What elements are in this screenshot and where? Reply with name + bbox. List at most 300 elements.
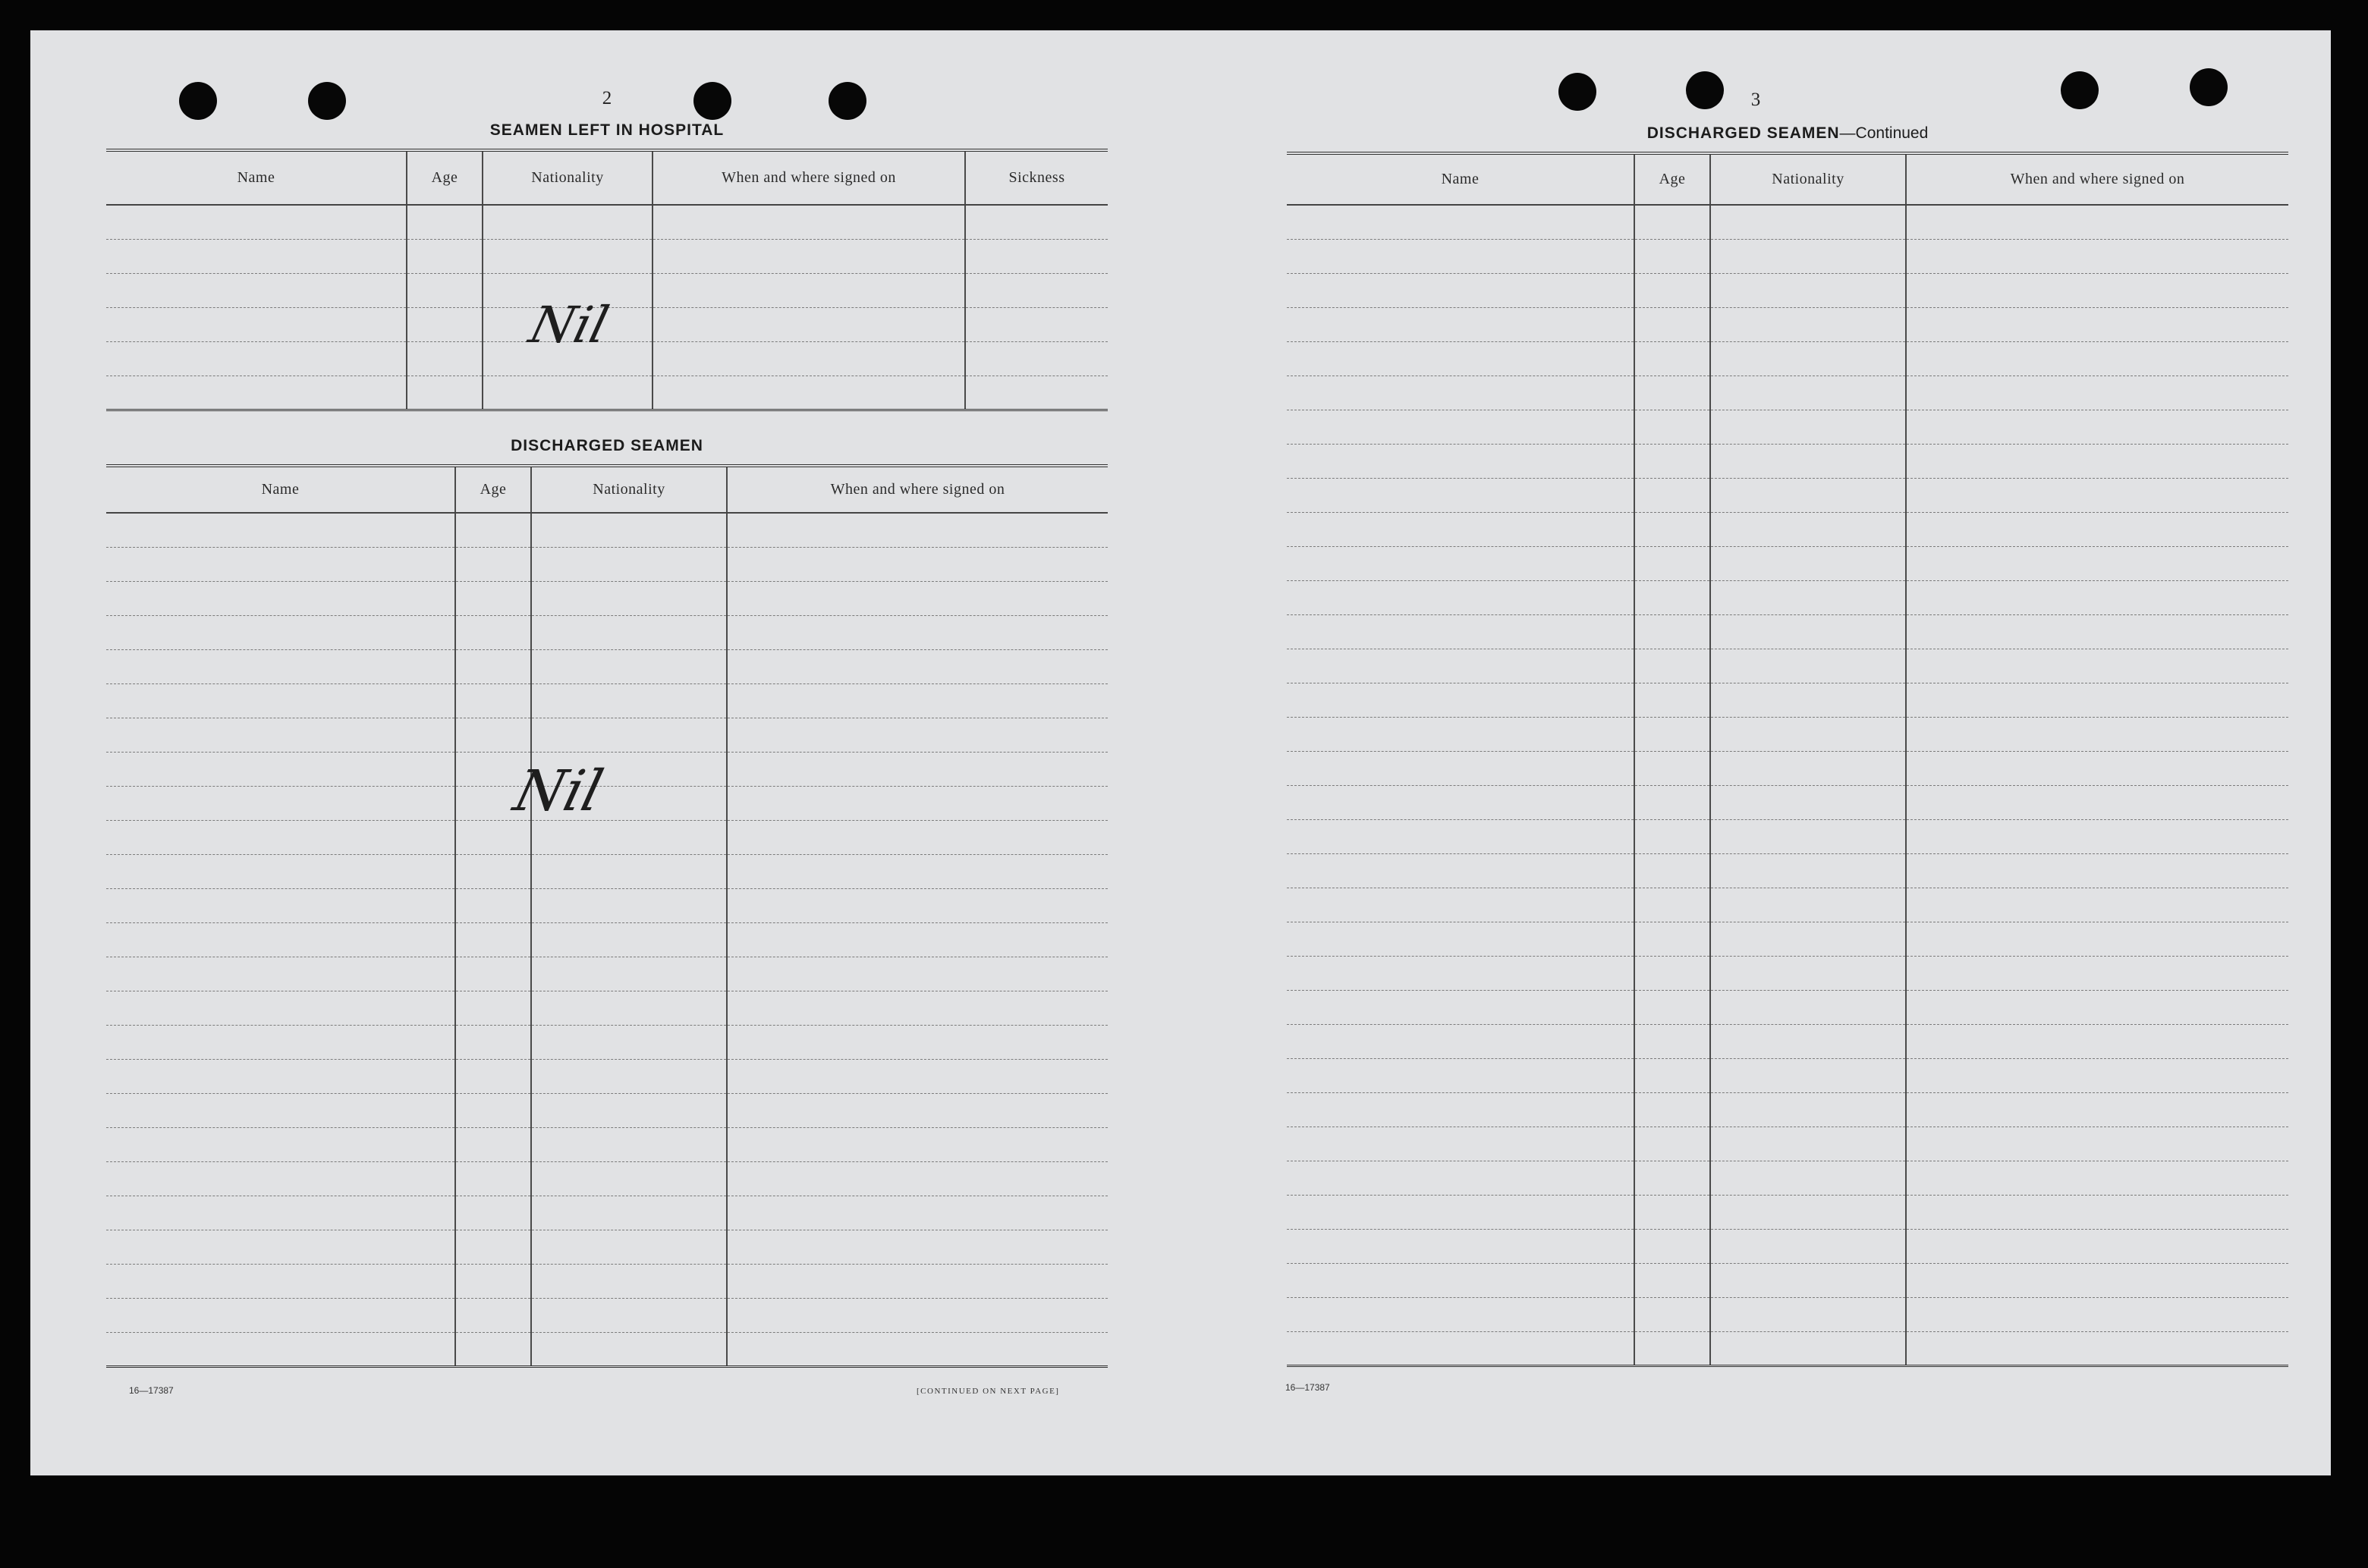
ledger-cell xyxy=(727,547,1108,581)
ledger-cell xyxy=(106,1332,455,1366)
ledger-cell xyxy=(1287,785,1634,819)
ledger-cell xyxy=(455,922,531,957)
discharged-table xyxy=(106,464,1108,1368)
ledger-cell xyxy=(455,1332,531,1366)
ledger-row xyxy=(1287,1331,2288,1365)
ledger-cell xyxy=(1634,546,1710,580)
column-header-age: Age xyxy=(455,466,531,513)
ledger-cell xyxy=(106,922,455,957)
ledger-cell xyxy=(455,991,531,1025)
ledger-cell xyxy=(1906,819,2288,853)
ledger-cell xyxy=(1906,683,2288,717)
ledger-cell xyxy=(1906,1058,2288,1092)
ledger-row xyxy=(1287,512,2288,546)
ledger-cell xyxy=(1710,751,1906,785)
ledger-cell xyxy=(727,1264,1108,1298)
ledger-cell xyxy=(531,820,727,854)
column-header-signed-on: When and where signed on xyxy=(727,466,1108,513)
ledger-row xyxy=(106,1264,1108,1298)
ledger-cell xyxy=(531,649,727,683)
ledger-row xyxy=(106,581,1108,615)
ledger-cell xyxy=(727,1230,1108,1264)
ledger-cell xyxy=(106,888,455,922)
ledger-row xyxy=(106,1093,1108,1127)
ledger-cell xyxy=(1287,205,1634,239)
ledger-cell xyxy=(1634,649,1710,683)
ledger-cell xyxy=(455,888,531,922)
ledger-cell xyxy=(1906,1331,2288,1365)
ledger-row xyxy=(1287,956,2288,990)
ledger-cell xyxy=(483,205,653,239)
ledger-row xyxy=(1287,785,2288,819)
ledger-cell xyxy=(965,341,1108,376)
ledger-row xyxy=(1287,444,2288,478)
ledger-row xyxy=(106,991,1108,1025)
ledger-cell xyxy=(531,922,727,957)
punch-hole-icon xyxy=(2190,68,2228,106)
ledger-cell xyxy=(1287,341,1634,376)
ledger-row xyxy=(1287,888,2288,922)
ledger-cell xyxy=(1634,512,1710,546)
ledger-row xyxy=(106,1332,1108,1366)
ledger-cell xyxy=(727,991,1108,1025)
ledger-cell xyxy=(1287,1195,1634,1229)
ledger-cell xyxy=(1287,1229,1634,1263)
ledger-row xyxy=(106,649,1108,683)
ledger-cell xyxy=(106,1230,455,1264)
ledger-cell xyxy=(1906,751,2288,785)
ledger-cell xyxy=(1906,1263,2288,1297)
ledger-cell xyxy=(1287,1092,1634,1127)
ledger-cell xyxy=(1906,1092,2288,1127)
right-page xyxy=(1191,30,2331,1475)
ledger-cell xyxy=(106,820,455,854)
ledger-cell xyxy=(1906,1161,2288,1195)
column-header-nationality: Nationality xyxy=(531,466,727,513)
ledger-cell xyxy=(1634,1195,1710,1229)
ledger-cell xyxy=(455,1264,531,1298)
ledger-cell xyxy=(531,615,727,649)
ledger-row xyxy=(1287,1195,2288,1229)
ledger-row xyxy=(1287,1127,2288,1161)
ledger-cell xyxy=(1906,273,2288,307)
ledger-cell xyxy=(727,683,1108,718)
ledger-cell xyxy=(407,307,483,341)
ledger-cell xyxy=(106,1093,455,1127)
ledger-cell xyxy=(106,991,455,1025)
ledger-cell xyxy=(1710,853,1906,888)
ledger-cell xyxy=(106,615,455,649)
ledger-cell xyxy=(106,752,455,786)
ledger-cell xyxy=(1710,785,1906,819)
ledger-row xyxy=(106,1298,1108,1332)
ledger-row xyxy=(1287,205,2288,239)
section-title-suffix: —Continued xyxy=(1839,124,1929,142)
ledger-cell xyxy=(455,820,531,854)
ledger-cell xyxy=(1906,649,2288,683)
ledger-cell xyxy=(727,1059,1108,1093)
ledger-cell xyxy=(1710,580,1906,614)
ledger-cell xyxy=(1287,1127,1634,1161)
ledger-row xyxy=(106,752,1108,786)
ledger-cell xyxy=(653,273,965,307)
ledger-cell xyxy=(531,581,727,615)
ledger-cell xyxy=(455,957,531,991)
ledger-cell xyxy=(1634,444,1710,478)
ledger-cell xyxy=(106,1059,455,1093)
ledger-cell xyxy=(1710,1229,1906,1263)
ledger-cell xyxy=(653,239,965,273)
ledger-cell xyxy=(106,273,407,307)
ledger-row xyxy=(106,376,1108,410)
handwritten-nil-annotation: Nil xyxy=(524,296,615,354)
ledger-row xyxy=(106,854,1108,888)
ledger-cell xyxy=(1710,376,1906,410)
ledger-cell xyxy=(727,888,1108,922)
ledger-cell xyxy=(531,1161,727,1196)
ledger-cell xyxy=(1710,1195,1906,1229)
ledger-cell xyxy=(1906,990,2288,1024)
ledger-cell xyxy=(455,1127,531,1161)
ledger-row xyxy=(1287,1229,2288,1263)
ledger-cell xyxy=(1634,1024,1710,1058)
scanned-document xyxy=(30,30,2331,1475)
ledger-cell xyxy=(1710,614,1906,649)
ledger-cell xyxy=(1710,410,1906,444)
ledger-cell xyxy=(455,513,531,547)
ledger-row xyxy=(106,683,1108,718)
ledger-cell xyxy=(1634,205,1710,239)
ledger-cell xyxy=(1906,717,2288,751)
handwritten-nil-annotation: Nil xyxy=(508,759,609,824)
ledger-cell xyxy=(1906,1024,2288,1058)
ledger-cell xyxy=(531,1093,727,1127)
ledger-cell xyxy=(407,239,483,273)
form-number: 16—17387 xyxy=(1285,1382,1330,1393)
ledger-row xyxy=(1287,1058,2288,1092)
column-header-nationality: Nationality xyxy=(1710,153,1906,205)
ledger-cell xyxy=(455,547,531,581)
ledger-cell xyxy=(531,1059,727,1093)
ledger-cell xyxy=(653,307,965,341)
ledger-row xyxy=(106,341,1108,376)
ledger-cell xyxy=(727,649,1108,683)
ledger-row xyxy=(106,1161,1108,1196)
ledger-cell xyxy=(1710,1127,1906,1161)
ledger-row xyxy=(106,239,1108,273)
punch-hole-icon xyxy=(1558,73,1596,111)
ledger-cell xyxy=(1906,1127,2288,1161)
ledger-cell xyxy=(727,957,1108,991)
ledger-cell xyxy=(727,1025,1108,1059)
column-header-sickness: Sickness xyxy=(965,150,1108,205)
ledger-cell xyxy=(1710,819,1906,853)
ledger-cell xyxy=(106,786,455,820)
ledger-cell xyxy=(455,1161,531,1196)
ledger-cell xyxy=(1287,1263,1634,1297)
ledger-row xyxy=(106,205,1108,239)
ledger-cell xyxy=(1634,341,1710,376)
ledger-cell xyxy=(106,718,455,752)
ledger-cell xyxy=(1287,1331,1634,1365)
ledger-cell xyxy=(727,1161,1108,1196)
ledger-cell xyxy=(106,957,455,991)
ledger-cell xyxy=(1906,341,2288,376)
ledger-cell xyxy=(1634,376,1710,410)
ledger-cell xyxy=(1287,751,1634,785)
ledger-cell xyxy=(1906,205,2288,239)
hospital-table xyxy=(106,149,1108,411)
ledger-cell xyxy=(1710,341,1906,376)
ledger-cell xyxy=(1287,307,1634,341)
continued-note: [CONTINUED ON NEXT PAGE] xyxy=(917,1387,1060,1396)
ledger-cell xyxy=(1634,1161,1710,1195)
column-header-name: Name xyxy=(1287,153,1634,205)
ledger-row xyxy=(106,718,1108,752)
discharged-continued-table xyxy=(1287,152,2288,1367)
ledger-cell xyxy=(653,205,965,239)
ledger-cell xyxy=(106,547,455,581)
section-title-text: DISCHARGED SEAMEN xyxy=(1646,124,1840,142)
ledger-cell xyxy=(1634,1127,1710,1161)
punch-hole-icon xyxy=(1686,71,1724,109)
ledger-cell xyxy=(1634,888,1710,922)
ledger-row xyxy=(106,1025,1108,1059)
ledger-cell xyxy=(1634,819,1710,853)
ledger-cell xyxy=(727,820,1108,854)
ledger-row xyxy=(1287,717,2288,751)
ledger-row xyxy=(1287,1092,2288,1127)
ledger-cell xyxy=(106,513,455,547)
ledger-cell xyxy=(727,752,1108,786)
ledger-cell xyxy=(1634,785,1710,819)
ledger-row xyxy=(106,820,1108,854)
punch-hole-icon xyxy=(179,82,217,120)
ledger-cell xyxy=(727,1332,1108,1366)
ledger-cell xyxy=(1634,683,1710,717)
ledger-cell xyxy=(1906,785,2288,819)
ledger-cell xyxy=(1287,990,1634,1024)
ledger-cell xyxy=(1634,1297,1710,1331)
ledger-cell xyxy=(106,1161,455,1196)
ledger-cell xyxy=(407,205,483,239)
ledger-cell xyxy=(727,1196,1108,1230)
ledger-cell xyxy=(455,1059,531,1093)
ledger-cell xyxy=(653,376,965,410)
ledger-cell xyxy=(1710,239,1906,273)
ledger-row xyxy=(1287,478,2288,512)
ledger-cell xyxy=(106,683,455,718)
ledger-cell xyxy=(455,649,531,683)
ledger-cell xyxy=(1634,922,1710,956)
ledger-row xyxy=(1287,751,2288,785)
column-header-name: Name xyxy=(106,150,407,205)
ledger-cell xyxy=(1710,478,1906,512)
ledger-row xyxy=(106,1059,1108,1093)
ledger-cell xyxy=(1287,546,1634,580)
ledger-cell xyxy=(1710,1058,1906,1092)
ledger-row xyxy=(1287,239,2288,273)
ledger-cell xyxy=(1287,1024,1634,1058)
ledger-cell xyxy=(1710,990,1906,1024)
ledger-cell xyxy=(1906,888,2288,922)
ledger-cell xyxy=(1634,1229,1710,1263)
ledger-cell xyxy=(407,376,483,410)
ledger-cell xyxy=(1906,614,2288,649)
ledger-cell xyxy=(1710,205,1906,239)
ledger-cell xyxy=(455,1093,531,1127)
ledger-cell xyxy=(1906,444,2288,478)
ledger-row xyxy=(106,547,1108,581)
ledger-cell xyxy=(1287,922,1634,956)
ledger-cell xyxy=(1710,444,1906,478)
page-number: 3 xyxy=(1750,90,1761,110)
punch-hole-icon xyxy=(693,82,731,120)
ledger-cell xyxy=(1906,376,2288,410)
ledger-cell xyxy=(1287,649,1634,683)
ledger-row xyxy=(1287,341,2288,376)
ledger-cell xyxy=(1634,956,1710,990)
ledger-cell xyxy=(1634,990,1710,1024)
ledger-cell xyxy=(1634,1263,1710,1297)
ledger-cell xyxy=(727,718,1108,752)
ledger-cell xyxy=(1906,580,2288,614)
ledger-cell xyxy=(455,718,531,752)
ledger-cell xyxy=(1287,580,1634,614)
ledger-cell xyxy=(531,547,727,581)
ledger-cell xyxy=(1710,683,1906,717)
column-header-nationality: Nationality xyxy=(483,150,653,205)
column-header-signed-on: When and where signed on xyxy=(653,150,965,205)
punch-hole-icon xyxy=(308,82,346,120)
ledger-cell xyxy=(106,581,455,615)
ledger-cell xyxy=(1906,1195,2288,1229)
ledger-row xyxy=(106,957,1108,991)
ledger-cell xyxy=(727,1093,1108,1127)
ledger-cell xyxy=(727,1127,1108,1161)
ledger-cell xyxy=(531,991,727,1025)
ledger-cell xyxy=(965,376,1108,410)
ledger-cell xyxy=(727,615,1108,649)
ledger-cell xyxy=(1710,649,1906,683)
ledger-cell xyxy=(1634,410,1710,444)
column-header-name: Name xyxy=(106,466,455,513)
ledger-cell xyxy=(1906,546,2288,580)
ledger-cell xyxy=(106,376,407,410)
ledger-cell xyxy=(531,854,727,888)
ledger-cell xyxy=(455,581,531,615)
ledger-row xyxy=(106,513,1108,547)
ledger-cell xyxy=(1906,239,2288,273)
ledger-cell xyxy=(1634,853,1710,888)
ledger-cell xyxy=(483,376,653,410)
ledger-cell xyxy=(455,854,531,888)
ledger-cell xyxy=(727,854,1108,888)
ledger-cell xyxy=(455,1196,531,1230)
ledger-cell xyxy=(1906,1229,2288,1263)
discharged-continued-title xyxy=(1287,124,2288,143)
ledger-cell xyxy=(106,649,455,683)
ledger-cell xyxy=(1287,1297,1634,1331)
ledger-row xyxy=(106,615,1108,649)
ledger-row xyxy=(1287,1297,2288,1331)
ledger-cell xyxy=(1634,1092,1710,1127)
ledger-cell xyxy=(1287,410,1634,444)
ledger-cell xyxy=(1287,239,1634,273)
ledger-cell xyxy=(1634,580,1710,614)
ledger-cell xyxy=(1634,1058,1710,1092)
ledger-cell xyxy=(965,307,1108,341)
ledger-cell xyxy=(1287,888,1634,922)
ledger-row xyxy=(1287,376,2288,410)
ledger-cell xyxy=(965,205,1108,239)
ledger-cell xyxy=(106,1025,455,1059)
ledger-cell xyxy=(1634,717,1710,751)
ledger-row xyxy=(106,922,1108,957)
column-header-signed-on: When and where signed on xyxy=(1906,153,2288,205)
ledger-row xyxy=(1287,649,2288,683)
ledger-cell xyxy=(531,1230,727,1264)
ledger-cell xyxy=(1710,717,1906,751)
ledger-cell xyxy=(1634,1331,1710,1365)
ledger-cell xyxy=(1634,751,1710,785)
ledger-row xyxy=(1287,273,2288,307)
ledger-cell xyxy=(106,854,455,888)
ledger-cell xyxy=(1634,307,1710,341)
ledger-cell xyxy=(106,1264,455,1298)
punch-hole-icon xyxy=(2061,71,2099,109)
ledger-cell xyxy=(1906,478,2288,512)
ledger-cell xyxy=(1710,1024,1906,1058)
ledger-row xyxy=(1287,819,2288,853)
ledger-cell xyxy=(1287,956,1634,990)
ledger-cell xyxy=(1287,819,1634,853)
ledger-row xyxy=(1287,410,2288,444)
ledger-cell xyxy=(531,1196,727,1230)
ledger-cell xyxy=(1710,888,1906,922)
ledger-cell xyxy=(1287,512,1634,546)
ledger-cell xyxy=(531,1332,727,1366)
ledger-cell xyxy=(1710,307,1906,341)
ledger-row xyxy=(106,1127,1108,1161)
ledger-cell xyxy=(455,683,531,718)
ledger-row xyxy=(1287,990,2288,1024)
ledger-row xyxy=(106,888,1108,922)
ledger-cell xyxy=(1634,614,1710,649)
ledger-cell xyxy=(483,239,653,273)
ledger-cell xyxy=(1710,546,1906,580)
ledger-cell xyxy=(1287,478,1634,512)
punch-hole-icon xyxy=(829,82,866,120)
ledger-cell xyxy=(1710,922,1906,956)
ledger-cell xyxy=(1634,273,1710,307)
ledger-cell xyxy=(1710,1297,1906,1331)
ledger-cell xyxy=(727,513,1108,547)
ledger-cell xyxy=(1287,376,1634,410)
hospital-section-title: SEAMEN LEFT IN HOSPITAL xyxy=(489,121,725,139)
ledger-cell xyxy=(106,205,407,239)
ledger-cell xyxy=(455,1298,531,1332)
ledger-cell xyxy=(965,239,1108,273)
ledger-cell xyxy=(727,922,1108,957)
ledger-cell xyxy=(455,1230,531,1264)
ledger-cell xyxy=(1287,853,1634,888)
ledger-row xyxy=(1287,683,2288,717)
ledger-cell xyxy=(531,888,727,922)
ledger-cell xyxy=(407,273,483,307)
ledger-cell xyxy=(106,1298,455,1332)
ledger-cell xyxy=(1710,512,1906,546)
